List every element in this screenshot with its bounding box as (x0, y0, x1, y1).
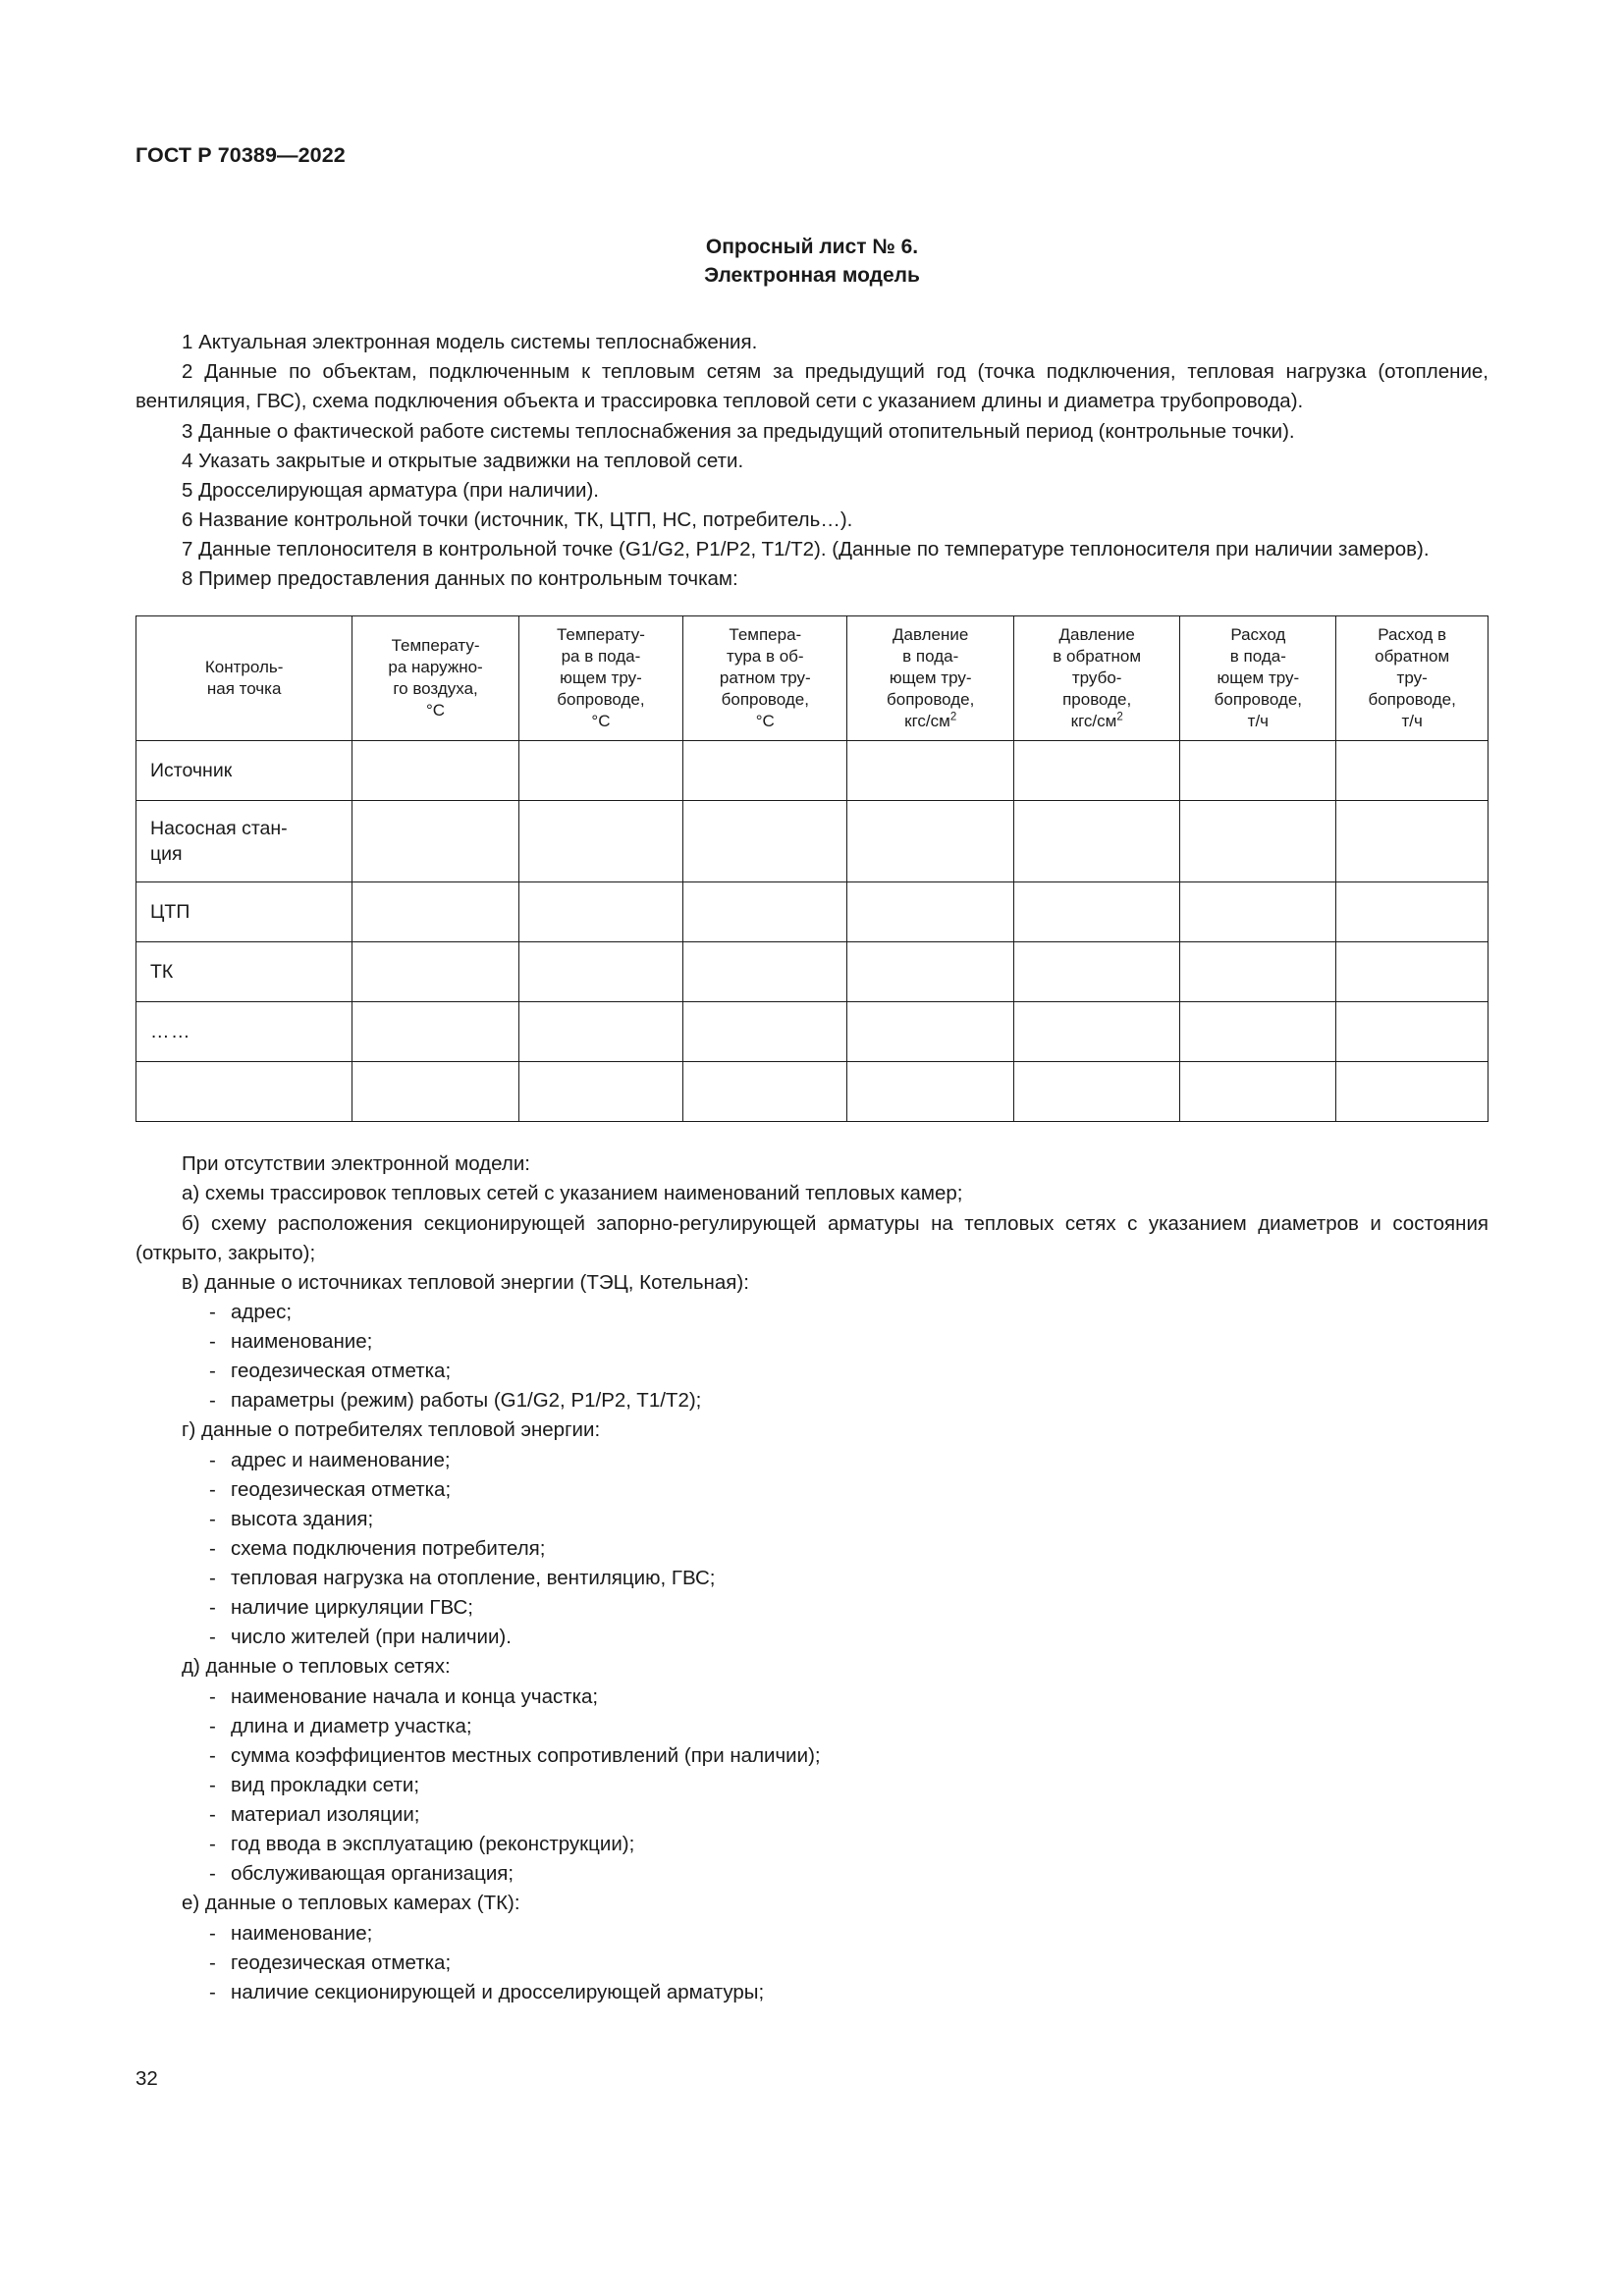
col-header-unit: кгс/$см^2$ (1070, 711, 1123, 731)
data-cell[interactable] (1180, 801, 1336, 882)
dash-bullet: - (209, 1300, 216, 1323)
data-cell[interactable] (1180, 741, 1336, 801)
requirement-item: а) схемы трассировок тепловых сетей с указанием наименований тепловых камер; (182, 1182, 963, 1205)
col-header-line: обратном (1375, 647, 1450, 667)
col-header-unit: °C (426, 701, 446, 721)
col-header-supply-flow (1180, 616, 1336, 741)
data-cell[interactable] (1180, 1002, 1336, 1062)
data-cell[interactable] (683, 801, 847, 882)
requirement-subitem: - наличие циркуляции ГВС; (135, 1593, 1489, 1623)
table-row (136, 1062, 1489, 1122)
col-header-line: в пода- (902, 647, 959, 667)
col-header-line: проводе, (1062, 690, 1132, 710)
data-cell[interactable] (1336, 1062, 1489, 1122)
col-header-line: Темпера- (729, 625, 802, 645)
requirement-item: б) схему расположения секционирующей запорно-регулирующей арматуры на тепловых сетях с указанием диаметров и состояния (открыто, закрыто); (135, 1211, 1489, 1264)
col-header-line: Температу- (557, 625, 645, 645)
data-cell[interactable] (352, 1002, 518, 1062)
sheet-title-line-1: Опросный лист № 6. (705, 235, 919, 258)
paragraph-7: 7 Данные теплоносителя в контрольной точке (G1/G2, P1/P2, T1/T2). (Данные по температуре теплоносителя при наличии замеров). (182, 538, 1430, 561)
data-cell[interactable] (518, 942, 682, 1002)
col-header-unit: °C (755, 712, 775, 731)
col-header-line: в обратном (1053, 647, 1142, 667)
paragraph-6: 6 Название контрольной точки (источник, ТК, ЦТП, НС, потребитель…). (182, 507, 853, 531)
dash-bullet: - (209, 1596, 216, 1620)
col-header-line: Расход в (1378, 625, 1447, 645)
data-cell[interactable] (1013, 942, 1179, 1002)
data-cell[interactable] (352, 801, 518, 882)
dash-bullet: - (209, 1833, 216, 1856)
col-header-line: тру- (1396, 668, 1428, 688)
data-cell[interactable] (847, 1062, 1013, 1122)
dash-bullet: - (209, 1448, 216, 1471)
col-header-line: ра в пода- (561, 647, 641, 667)
col-header-line: ющем тру- (889, 668, 972, 688)
data-cell[interactable] (1336, 1002, 1489, 1062)
data-cell[interactable] (518, 1002, 682, 1062)
dash-bullet: - (209, 1743, 216, 1767)
dash-bullet: - (209, 1507, 216, 1530)
col-header-supply-pressure (847, 616, 1013, 741)
data-cell[interactable] (683, 942, 847, 1002)
col-header-line: бопроводе, (1368, 690, 1456, 710)
dash-bullet: - (209, 1773, 216, 1796)
col-header-line: ра наружно- (388, 658, 483, 677)
requirement-subitem: - адрес; (135, 1298, 1489, 1327)
no-model-intro: При отсутствии электронной модели: (182, 1152, 530, 1176)
data-cell[interactable] (1013, 1002, 1179, 1062)
requirement-subitem: - наименование; (135, 1327, 1489, 1357)
table-body (136, 741, 1489, 1122)
col-header-return-pressure (1013, 616, 1179, 741)
row-label-cell: …… (136, 1002, 352, 1062)
dash-bullet: - (209, 1714, 216, 1737)
data-cell[interactable] (683, 741, 847, 801)
data-cell[interactable] (1336, 882, 1489, 942)
data-cell[interactable] (683, 882, 847, 942)
data-cell[interactable] (1180, 942, 1336, 1002)
col-header-unit: т/ч (1401, 712, 1423, 731)
data-cell[interactable] (1336, 801, 1489, 882)
data-cell[interactable] (683, 1062, 847, 1122)
page-content (135, 0, 1489, 2007)
data-cell[interactable] (518, 1062, 682, 1122)
requirement-subitem: - наименование начала и конца участка; (135, 1682, 1489, 1712)
sheet-title (135, 233, 1489, 292)
data-cell[interactable] (683, 1002, 847, 1062)
col-header-line: в пода- (1229, 647, 1286, 667)
requirement-item: д) данные о тепловых сетях: (182, 1655, 451, 1679)
requirement-subitem: - тепловая нагрузка на отопление, вентиляцию, ГВС; (135, 1564, 1489, 1593)
col-header-line: ющем тру- (1217, 668, 1300, 688)
requirement-subitem: - число жителей (при наличии). (135, 1623, 1489, 1652)
requirement-subitem: - высота здания; (135, 1505, 1489, 1534)
data-cell[interactable] (352, 942, 518, 1002)
dash-bullet: - (209, 1360, 216, 1383)
running-header: ГОСТ Р 70389—2022 (135, 143, 346, 167)
table-row (136, 801, 1489, 882)
dash-bullet: - (209, 1684, 216, 1708)
requirement-item: в) данные о источниках тепловой энергии (ТЭЦ, Котельная): (182, 1270, 749, 1294)
col-header-return-temp (683, 616, 847, 741)
dash-bullet: - (209, 1567, 216, 1589)
paragraph-3: 3 Данные о фактической работе системы теплоснабжения за предыдущий отопительный период (контрольные точки). (182, 419, 1295, 443)
control-points-table-wrapper (135, 615, 1489, 1122)
col-header-line: тура в об- (727, 647, 804, 667)
dash-bullet: - (209, 1626, 216, 1649)
data-cell[interactable] (1336, 741, 1489, 801)
col-header-line: Давление (1058, 625, 1135, 645)
dash-bullet: - (209, 1862, 216, 1886)
dash-bullet: - (209, 1803, 216, 1826)
requirement-subitem: - адрес и наименование; (135, 1446, 1489, 1475)
requirement-item: е) данные о тепловых камерах (ТК): (182, 1892, 520, 1915)
paragraph-2: 2 Данные по объектам, подключенным к тепловым сетям за предыдущий год (точка подключения, тепловая нагрузка (отопление, вентиляция, ГВС), схема подключения объекта и трассировка тепловой сети с указанием длины и диаметра трубопровода). (135, 360, 1489, 413)
requirement-subitem: - параметры (режим) работы (G1/G2, P1/P2, T1/T2); (135, 1386, 1489, 1415)
col-header-line: бопроводе, (887, 690, 975, 710)
data-cell[interactable] (352, 882, 518, 942)
dash-bullet: - (209, 1536, 216, 1560)
col-header-supply-temp (518, 616, 682, 741)
data-cell[interactable] (1013, 801, 1179, 882)
data-cell[interactable] (1336, 942, 1489, 1002)
row-label-cell: Насосная стан- ция (136, 801, 352, 882)
data-cell[interactable] (518, 801, 682, 882)
requirement-subitem: - наличие секционирующей и дросселирующей арматуры; (135, 1978, 1489, 2007)
col-header-line: ратном тру- (719, 668, 811, 688)
row-label-cell: Источник (136, 741, 352, 801)
requirement-subitem: - геодезическая отметка; (135, 1475, 1489, 1505)
col-header-line: го воздуха, (393, 679, 478, 699)
paragraph-8: 8 Пример предоставления данных по контрольным точкам: (182, 567, 738, 591)
paragraph-5: 5 Дросселирующая арматура (при наличии). (182, 478, 599, 502)
col-header-line: Температу- (391, 636, 480, 656)
requirement-subitem: - наименование; (135, 1919, 1489, 1949)
data-cell[interactable] (1180, 882, 1336, 942)
col-header-line: ющем тру- (560, 668, 642, 688)
numbered-paragraphs (135, 328, 1489, 594)
data-cell[interactable] (847, 741, 1013, 801)
col-header-return-flow (1336, 616, 1489, 741)
dash-bullet: - (209, 1330, 216, 1353)
table-row (136, 882, 1489, 942)
data-cell[interactable] (847, 801, 1013, 882)
requirement-subitem: - материал изоляции; (135, 1800, 1489, 1830)
table-row (136, 1002, 1489, 1062)
table-header-row (136, 616, 1489, 741)
requirement-subitem: - вид прокладки сети; (135, 1771, 1489, 1800)
row-label-cell: ЦТП (136, 882, 352, 942)
data-cell[interactable] (352, 741, 518, 801)
dash-bullet: - (209, 1921, 216, 1945)
data-cell[interactable] (352, 1062, 518, 1122)
requirement-subitem: - обслуживающая организация; (135, 1859, 1489, 1889)
sheet-title-line-2: Электронная модель (704, 264, 920, 288)
row-label-cell (136, 1062, 352, 1122)
no-model-requirements (135, 1149, 1489, 2007)
dash-bullet: - (209, 1950, 216, 1974)
row-label-cell: ТК (136, 942, 352, 1002)
data-cell[interactable] (847, 942, 1013, 1002)
control-points-table (135, 615, 1489, 1122)
col-header-unit: °C (591, 712, 611, 731)
dash-bullet: - (209, 1389, 216, 1413)
requirement-subitem: - год ввода в эксплуатацию (реконструкции); (135, 1830, 1489, 1859)
requirement-subitem: - геодезическая отметка; (135, 1949, 1489, 1978)
col-header-line: бопроводе, (721, 690, 809, 710)
table-row (136, 741, 1489, 801)
data-cell[interactable] (847, 1002, 1013, 1062)
requirement-subitem: - сумма коэффициентов местных сопротивлений (при наличии); (135, 1741, 1489, 1771)
data-cell[interactable] (1013, 1062, 1179, 1122)
no-model-items-container (135, 1179, 1489, 2007)
data-cell[interactable] (518, 882, 682, 942)
page-number: 32 (135, 2067, 158, 2090)
requirement-subitem: - схема подключения потребителя; (135, 1534, 1489, 1564)
col-header-line: бопроводе, (557, 690, 645, 710)
col-header-control-point (136, 616, 352, 741)
col-header-line: бопроводе, (1214, 690, 1302, 710)
requirement-subitem: - длина и диаметр участка; (135, 1712, 1489, 1741)
col-header-outdoor-temp (352, 616, 518, 741)
col-header-unit: т/ч (1247, 712, 1270, 731)
paragraph-1: 1 Актуальная электронная модель системы теплоснабжения. (182, 331, 758, 354)
requirement-subitem: - геодезическая отметка; (135, 1357, 1489, 1386)
data-cell[interactable] (847, 882, 1013, 942)
requirement-item: г) данные о потребителях тепловой энергии: (182, 1418, 601, 1442)
col-header-line: Давление (893, 625, 969, 645)
data-cell[interactable] (518, 741, 682, 801)
data-cell[interactable] (1013, 741, 1179, 801)
col-header-line: Контроль- (204, 658, 284, 677)
data-cell[interactable] (1013, 882, 1179, 942)
dash-bullet: - (209, 1980, 216, 2003)
col-header-line: трубо- (1071, 668, 1122, 688)
col-header-unit: кгс/$см^2$ (904, 711, 957, 731)
col-header-line: Расход (1230, 625, 1286, 645)
col-header-line: ная точка (206, 679, 282, 699)
data-cell[interactable] (1180, 1062, 1336, 1122)
table-row (136, 942, 1489, 1002)
dash-bullet: - (209, 1477, 216, 1501)
paragraph-4: 4 Указать закрытые и открытые задвижки на тепловой сети. (182, 449, 744, 472)
